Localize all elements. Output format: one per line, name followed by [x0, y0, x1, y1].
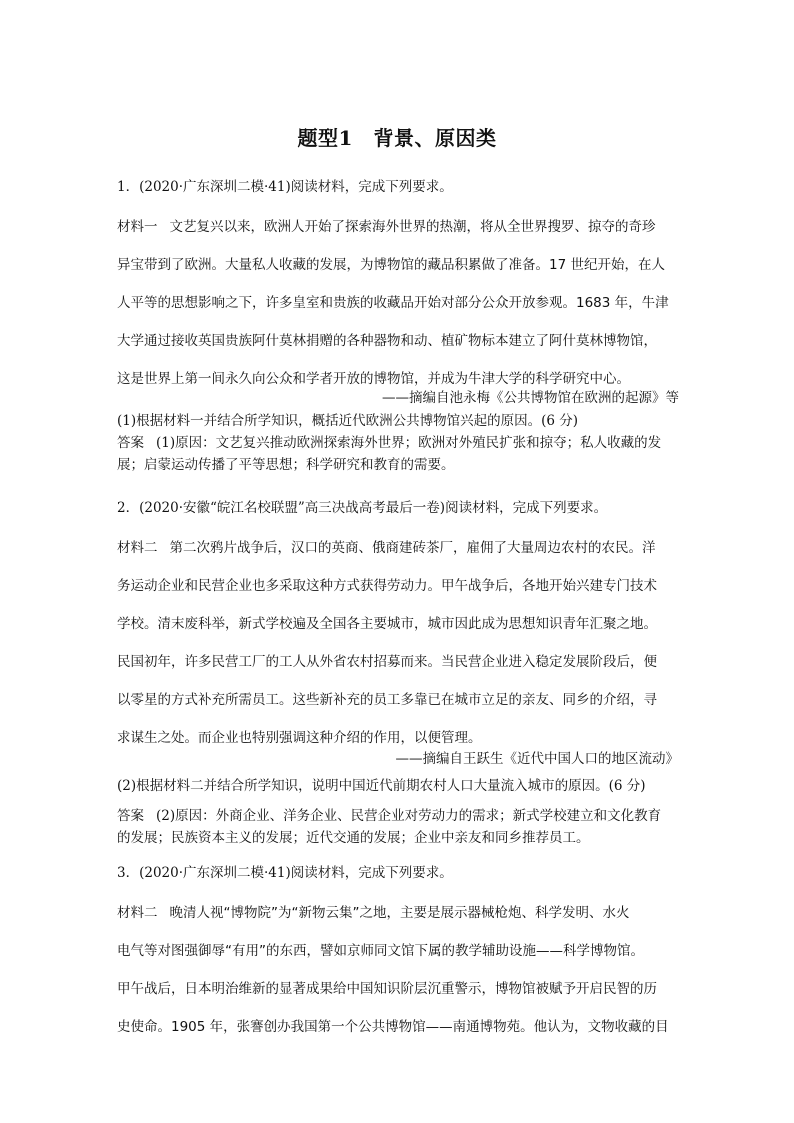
material-label: 材料二: [117, 540, 158, 556]
question-1-material: [117, 208, 680, 398]
answer-label: 答案: [117, 808, 144, 824]
material-line: 求谋生之处。而企业也特别强调这种介绍的作用，以便管理。: [117, 730, 482, 746]
material-line: 材料二 第二次鸦片战争后，汉口的英商、俄商建砖茶厂，雇佣了大量周边农村的农民。洋: [117, 540, 656, 556]
question-3-material: [117, 894, 680, 1046]
question-1-source: ——摘编自池永梅《公共博物馆在欧洲的起源》等: [382, 390, 679, 406]
answer-line: 的发展；民族资本主义的发展；近代交通的发展；企业中亲友和同乡推荐员工。: [117, 830, 590, 846]
question-3-stem: 3．(2020·广东深圳二模·41)阅读材料，完成下列要求。: [117, 865, 453, 881]
material-line: 以零星的方式补充所需员工。这些新补充的员工多靠已在城市立足的亲友、同乡的介绍，寻: [117, 692, 657, 708]
page-title: 题型1 背景、原因类: [297, 126, 497, 150]
material-line: 甲午战后，日本明治维新的显著成果给中国知识阶层沉重警示，博物馆被赋予开启民智的历: [117, 981, 657, 997]
material-label: 材料一: [117, 219, 158, 235]
question-2-source: ——摘编自王跃生《近代中国人口的地区流动》: [395, 751, 679, 767]
question-2-prompt: (2)根据材料二并结合所学知识，说明中国近代前期农村人口大量流入城市的原因。(6 分): [117, 778, 646, 794]
material-label: 材料二: [117, 905, 158, 921]
material-line: 材料二 晚清人视“博物院”为“新物云集”之地，主要是展示器械枪炮、科学发明、水火: [117, 905, 630, 921]
question-1-answer: [117, 432, 680, 476]
answer-label: 答案: [117, 435, 144, 451]
material-line: 学校。清末废科举，新式学校遍及全国各主要城市，城市因此成为思想知识青年汇聚之地。: [117, 616, 657, 632]
answer-line: 答案 (1)原因：文艺复兴推动欧洲探索海外世界；欧洲对外殖民扩张和掠夺；私人收藏的发: [117, 435, 662, 451]
material-line: 务运动企业和民营企业也多采取这种方式获得劳动力。甲午战争后，各地开始兴建专门技术: [117, 578, 657, 594]
answer-line: 展；启蒙运动传播了平等思想；科学研究和教育的需要。: [117, 457, 455, 473]
material-line: 材料一 文艺复兴以来，欧洲人开始了探索海外世界的热潮，将从全世界搜罗、掠夺的奇珍: [117, 219, 656, 235]
material-line: 电气等对图强御辱“有用”的东西，譬如京师同文馆下属的教学辅助设施——科学博物馆。: [117, 943, 644, 959]
answer-line: 答案 (2)原因：外商企业、洋务企业、民营企业对劳动力的需求；新式学校建立和文化教育: [117, 808, 662, 824]
question-2-answer: [117, 805, 680, 849]
question-2-stem: 2．(2020·安徽“皖江名校联盟”高三决战高考最后一卷)阅读材料，完成下列要求。: [117, 500, 608, 516]
material-line: 大学通过接收英国贵族阿什莫林捐赠的各种器物和动、植矿物标本建立了阿什莫林博物馆，: [117, 333, 657, 349]
question-1-stem: 1．(2020·广东深圳二模·41)阅读材料，完成下列要求。: [117, 179, 453, 195]
question-1-prompt: (1)根据材料一并结合所学知识，概括近代欧洲公共博物馆兴起的原因。(6 分): [117, 413, 579, 429]
material-line: 人平等的思想影响之下，许多皇室和贵族的收藏品开始对部分公众开放参观。1683 年，牛津: [117, 295, 669, 311]
material-line: 这是世界上第一间永久向公众和学者开放的博物馆，并成为牛津大学的科学研究中心。: [117, 371, 630, 387]
material-line: 民国初年，许多民营工厂的工人从外省农村招募而来。当民营企业进入稳定发展阶段后，便: [117, 654, 657, 670]
material-line: 史使命。1905 年，张謇创办我国第一个公共博物馆——南通博物苑。他认为，文物收藏的目: [117, 1019, 669, 1035]
material-line: 异宝带到了欧洲。大量私人收藏的发展，为博物馆的藏品积累做了准备。17 世纪开始，在人: [117, 257, 665, 273]
question-2-material: [117, 529, 680, 757]
